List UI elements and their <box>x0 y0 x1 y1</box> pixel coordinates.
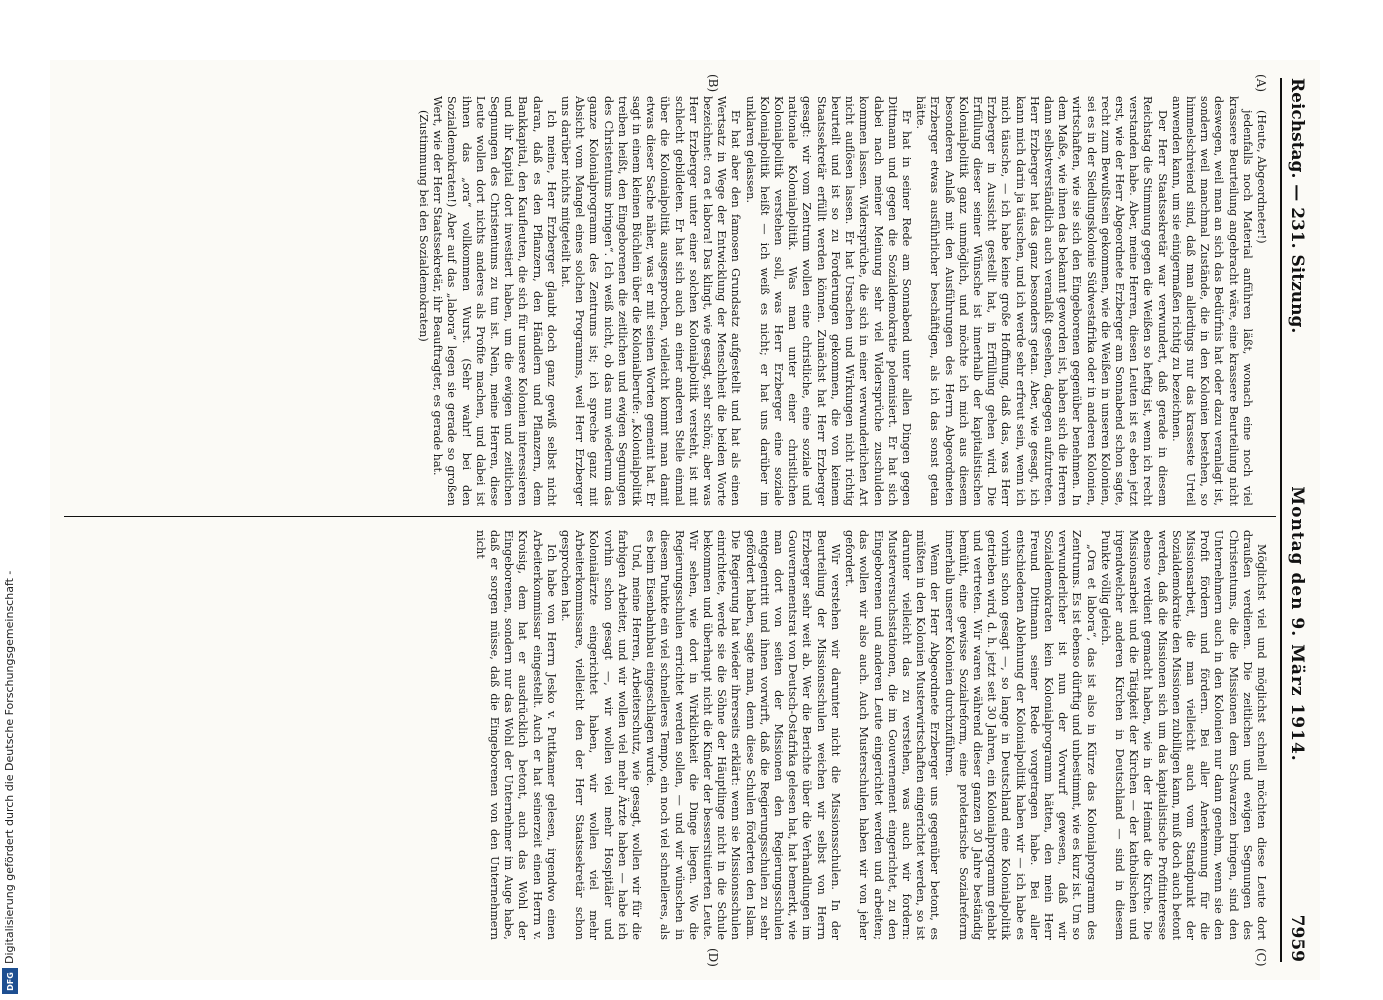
scanned-page <box>50 60 1320 980</box>
paragraph: Wenn der Herr Abgeordnete Erzberger uns gegenüber betont, es müßten in den Kolonien Musterwirtschaften eingerichtet werden, so ist darunter vielleicht das zu verstehen, was auch wir fordern: Musterversuchsstationen, die im Gouvernement eingerichtet, zu den Eingeborenen und anderen Leute eingerichtet werden und arbeiten; das wollen wir also auch. Auch Musterschulen haben wir von jeher gefordert. <box>843 530 942 940</box>
paragraph: Ich meine, Herr Erzberger glaubt doch ganz gewiß selbst nicht daran, daß es den Pflanzern, den Händlern und Pflanzern, dem Bankkapital, den Kaufleuten, die sich für unsere Kolonien interessieren und ihr Kapital dort investiert haben, um die ewigen und zeitlichen Segnungen des Christentums zu tun ist. Nein, meine Herren, diese Leute wollen dort nichts anderes als Profite machen, und dabei ist ihnen das „ora“ vollkommen Wurst. (Sehr wahr! bei den Sozialdemokraten!) Aber auf das „labora“ legen sie gerade so großen Wert, wie der Herr Staatssekretär, ihr Beauftragter, es gerade hat. <box>431 96 558 506</box>
paragraph: (Zustimmung bei den Sozialdemokraten) <box>417 110 431 342</box>
paragraph: Der Herr Staatssekretär war verwundert, daß gerade in diesem Reichstag die Stimmung gegen die Weißen so heftig ist, wenn ich recht verstanden habe. Aber, meine Herren, diesen Leuten ist es eben jetzt erst, wie der Herr Abgeordnete Erzberger am Sonnabend schon sagte, recht zum Bewußtsein gekommen, wie die Weißen in unseren Kolonien, sei es in der Siedlungskolonie Südwestafrika oder in anderen Kolonien, wirtschaften, wie sie sich den Eingeborenen gegenüber benehmen. In dem Maße, wie ihnen das bekannt geworden ist, haben sich die Herren dann selbstverständlich auch veranlaßt gesehen, dagegen aufzutreten. Herr Erzberger hat das ganz besonders getan. Aber, wie gesagt, ich kann mich darin ja täuschen, und ich werde sehr erfreut sein, wenn ich mich täusche, — ich habe keine große Hoffnung, daß das, was Herr Erzberger in Aussicht gestellt hat, in Erfüllung gehen wird. Die Erfüllung dieser seiner Wünsche ist innerhalb der kapitalistischen Kolonialpolitik ganz unmöglich, und möchte ich mich aus diesem besonderen Anlaß mit den Ausführungen des Herrn Abgeordneten Erzberger etwas ausführlicher beschäftigen, als ich das sonst getan hätte. <box>914 96 1169 506</box>
header-session: Reichstag. — 231. Sitzung. <box>1287 78 1307 334</box>
page-number: 7959 <box>1287 914 1307 962</box>
margin-marker-c: (C) <box>1254 948 1268 967</box>
margin-marker-b: (B) <box>706 74 720 93</box>
column-divider <box>64 516 1276 517</box>
paragraph: Ich habe von Herrn Jesko v. Puttkamer gelesen, irgendwo einen Arbeiterkommissar eingestellt. Auch er hat seinerzeit einen Herrn v. Kroisig, dem hat er ausdrücklich betont, auch das Wohl der Eingeborenen, sondern nur das Wohl der Unternehmer im Auge habe, daß er sorgen müsse, daß die Eingeborenen von den Unternehmern nicht <box>473 530 558 940</box>
margin-marker-d: (D) <box>706 948 720 967</box>
paragraph: Und, meine Herren, Arbeiterschutz, wie gesagt, wollen wir für die farbigen Arbeiter, und wir wollen viel mehr Ärzte haben — habe ich vorhin schon gesagt —, wir wollen viel mehr Hospitäler und Kolonialärzte eingerichtet haben, wir wollen viel mehr Arbeiterkommissare, vielleicht den der Herr Staatssekretär schon gesprochen hat. <box>559 530 644 940</box>
paragraph: „Ora et labora“, das ist also in Kürze das Kolonialprogramm des Zentrums. Es ist ebenso dürftig und unbestimmt, wie es kurz ist. Um so verwunderlicher ist nun der Vorwurf gewesen, daß wir Sozialdemokraten kein Kolonialprogramm hätten, den mein Herr Freund Dittmann seiner Rede vorgetragen habe. Bei aller entschiedenen Ablehnung der Kolonialpolitik haben wir — ich habe es vorhin schon gesagt —, so lange in Deutschland eine Kolonialpolitik getrieben wird, d. h. jetzt seit 30 Jahren, ein Kolonialprogramm gehabt und vertreten. Wir waren während dieser ganzen 30 Jahre beständig bemüht, eine gewisse Sozialreform, eine proletarische Sozialreform innerhalb unserer Kolonien durchzuführen. <box>942 530 1098 940</box>
header-rule <box>1280 78 1282 962</box>
newspaper-sheet <box>50 60 1320 980</box>
paragraph: Wir verstehen wir darunter nicht die Missionsschulen. In der Beurteilung der Missionsschulen weichen wir selbst von Herrn Erzberger sehr weit ab. Wer die Berichte über die Verhandlungen im Gouvernementsrat von Deutsch-Ostafrika gelesen hat, hat bemerkt, wie man dort von seiten der Missionen den Regierungsschulen entgegentritt und ihnen vorwirft, daß die Regierungsschulen zu sehr gefördert haben, sagte man, denn diese Schulen förderten den Islam. Die Regierung hat wieder ihrerseits erklärt: wenn sie Missionsschulen einrichtete, werde sie die Söhne der Häuptlinge nicht in die Schule bekommen und überhaupt nicht die Kinder der bessersituierten Leute. Wir sehen, wie dort in Wirklichkeit die Dinge liegen. Wo die Regierungsschulen errichtet werden sollen, — und wir wünschen in diesem Punkte ein viel schnelleres Tempo, ein noch viel schnelleres, als es beim Eisenbahnbau eingeschlagen wurde. <box>644 530 842 940</box>
paragraph: jedenfalls noch Material anführen läßt, wonach eine noch viel krassere Beurteilung angebracht wäre, eine krassere Beurteilung nicht deswegen, weil man an sich das Bedürfnis hat oder dazu veranlagt ist, sondern weil manchmal Zustände, die in den Kolonien bestehen, so himmelschreiend sind, daß man allerdings nur das krasseste Urteil anwenden kann, um sie einigermaßen richtig zu bezeichnen. <box>1169 96 1254 506</box>
page-header <box>1284 78 1310 962</box>
paragraph: Er hat in seiner Rede am Sonnabend unter allen Dingen gegen Dittmann und gegen die Sozialdemokratie polemisiert. Er hat sich dabei nach meiner Meinung sehr viel Widersprüche zuschulden kommen lassen. Widersprüche, die sich in einer verwunderlichen Art nicht auflösen lassen. Er hat Ursachen und Wirkungen nicht richtig beurteilt und ist so zu Forderungen gekommen, die von keinem Staatssekretär erfüllt werden können. Zunächst hat Herr Erzberger gesagt: wir vom Zentrum wollen eine christliche, eine soziale und nationale Kolonialpolitik. Was man unter einer christlichen Kolonialpolitik verstehen soll, was Herr Erzberger eine soziale Kolonialpolitik heißt — ich weiß es nicht; er hat uns darüber im unklaren gelassen. <box>743 96 913 506</box>
right-text-column <box>62 530 1268 940</box>
paragraph: Möglichst viel und möglichst schnell möchten diese Leute dort draußen verdienen. Die zeitlichen und ewigen Segnungen des Christentums, die die Missionen dem Schwarzen bringen, sind den Unternehmern auch in den Kolonien nur dann genehm, wenn sie den Profit fördern und fördern. Bei aller Anerkennung für die Missionsarbeit, die man vielleicht auch vom Standpunkt der Sozialdemokratie den Missionen zubilligen kann, muß doch auch betont werden, daß die Missionen sich um das kapitalistische Profitinteresse ebenso verdient gemacht haben, wie in der Heimat die Kirche. Die Missionsarbeit und die Tätigkeit der Kirchen — der katholischen und irgendwelcher anderen Kirchen in Deutschland — sind in diesem Punkte völlig gleich. <box>1098 530 1268 940</box>
dfg-credit-text: Digitalisierung gefördert durch die Deutsche Forschungsgemeinschaft - <box>3 570 16 964</box>
margin-marker-a: (A) <box>1254 74 1268 93</box>
header-date: Montag den 9. März 1914. <box>1287 486 1307 762</box>
paragraph: Er hat aber den famosen Grundsatz aufgestellt und hat als einen Wertsatz in Wege der Entwicklung der Menschheit die beiden Worte bezeichnet: ora et labora! Das klingt, wie gesagt, sehr schön; aber was Herr Erzberger unter einer solchen Kolonialpolitik versteht, ist mit schlecht gebildeten. Er hat sich auch an einer anderen Stelle einmal über die Kolonialpolitik ausgesprochen, vielleicht kommt man damit etwas dieser Sache näher, was er mit seinen Worten gemeint hat. Er sagt in einem kleinen Büchlein über die Kolonialberufe: „Kolonialpolitik treiben heißt, den Eingeborenen die zeitlichen und ewigen Segnungen des Christentums bringen“. Ich weiß nicht, ob das nun wiederum das ganze Kolonialprogramm des Zentrums ist; ich spreche ganz mit Absicht vom Mangel eines solchen Programms, weil Herr Erzberger uns darüber nichts mitgeteilt hat. <box>559 96 743 506</box>
left-text-column <box>62 96 1268 506</box>
paragraph: (Heute, Abgeordneter!) <box>1255 110 1268 244</box>
dfg-logo: DFG <box>2 968 18 994</box>
credit-sidebar <box>0 0 22 1000</box>
